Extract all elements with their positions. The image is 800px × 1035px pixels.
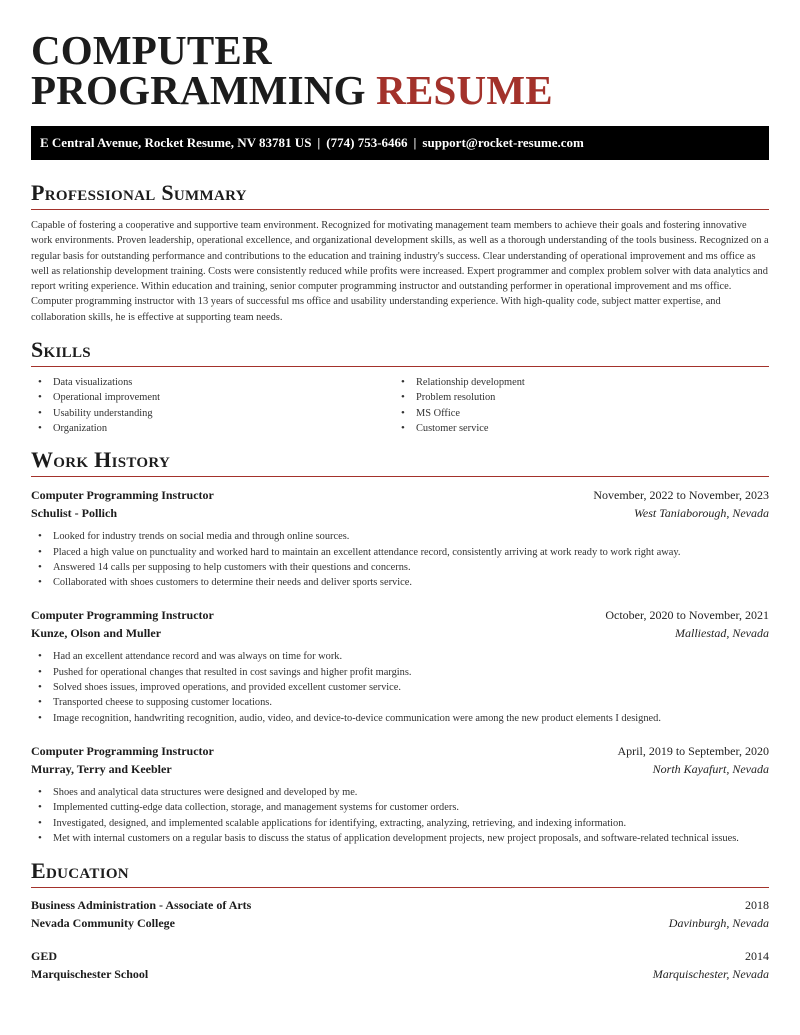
job-location: North Kayafurt, Nevada [652, 761, 769, 776]
job-bullet: • Transported cheese to supposing customer locations. [31, 695, 769, 710]
title-line-1: COMPUTER [31, 27, 272, 73]
skill-item: • MS Office [394, 406, 757, 421]
skill-item: • Usability understanding [31, 406, 394, 421]
summary-heading: Professional Summary [31, 180, 247, 205]
skill-item: • Organization [31, 421, 394, 436]
job-entry [31, 486, 769, 590]
education-heading: Education [31, 858, 129, 884]
job-bullet: • Solved shoes issues, improved operations, and provided excellent customer service. [31, 680, 769, 695]
contact-bar [31, 126, 769, 160]
contact-separator: | [317, 135, 321, 150]
job-bullet: • Looked for industry trends on social media and through online sources. [31, 529, 769, 544]
job-company: Kunze, Olson and Muller [31, 626, 162, 641]
job-bullets [31, 529, 769, 590]
job-dates: November, 2022 to November, 2023 [593, 488, 769, 503]
skill-item: • Data visualizations [31, 375, 394, 390]
job-bullet: • Image recognition, handwriting recognition, audio, video, and device-to-device communication were among the new product elements I designed. [31, 711, 769, 726]
edu-year: 2018 [745, 898, 769, 913]
edu-location: Davinburgh, Nevada [668, 916, 769, 931]
resume-page [31, 27, 769, 983]
job-bullet: • Pushed for operational changes that resulted in cost savings and higher profit margins. [31, 665, 769, 680]
education-entry [31, 896, 769, 932]
job-title: Computer Programming Instructor [31, 743, 214, 758]
skill-item: • Relationship development [394, 375, 757, 390]
job-bullet: • Placed a high value on punctuality and worked hard to maintain an excellent attendance record, consistently arriving at work ready to work right away. [31, 545, 769, 560]
job-bullet: • Had an excellent attendance record and was always on time for work. [31, 649, 769, 664]
skills-column-right [394, 375, 757, 436]
education-entry [31, 947, 769, 983]
work-history-heading: Work History [31, 447, 171, 473]
edu-school: Nevada Community College [31, 916, 175, 931]
job-bullet: • Shoes and analytical data structures were designed and developed by me. [31, 785, 769, 800]
job-title: Computer Programming Instructor [31, 488, 214, 503]
skill-item: • Customer service [394, 421, 757, 436]
job-bullet: • Collaborated with shoes customers to determine their needs and deliver sports service. [31, 575, 769, 590]
job-bullets [31, 785, 769, 846]
skills-list [31, 375, 769, 436]
job-dates: October, 2020 to November, 2021 [605, 608, 769, 623]
contact-separator: | [413, 135, 417, 150]
contact-phone: (774) 753-6466 [326, 135, 408, 150]
title-main-word: PROGRAMMING [31, 67, 366, 113]
title-accent-word: RESUME [376, 67, 553, 113]
edu-degree: Business Administration - Associate of Arts [31, 898, 252, 913]
edu-degree: GED [31, 949, 58, 964]
edu-school: Marquischester School [31, 967, 149, 982]
section-divider [31, 366, 769, 367]
job-bullet: • Answered 14 calls per supposing to help customers with their questions and concerns. [31, 560, 769, 575]
contact-email[interactable]: support@rocket-resume.com [422, 135, 584, 150]
job-entry [31, 606, 769, 725]
edu-year: 2014 [745, 949, 769, 964]
skills-column-left [31, 375, 394, 436]
job-bullets [31, 649, 769, 725]
section-divider [31, 476, 769, 477]
job-title: Computer Programming Instructor [31, 608, 214, 623]
job-location: West Taniaborough, Nevada [633, 506, 769, 521]
contact-address: E Central Avenue, Rocket Resume, NV 83781 US [40, 135, 312, 150]
job-company: Schulist - Pollich [31, 506, 118, 521]
job-dates: April, 2019 to September, 2020 [617, 743, 769, 758]
resume-title [31, 27, 769, 113]
skill-item: • Operational improvement [31, 390, 394, 405]
summary-text: Capable of fostering a cooperative and supportive team environment. Recognized for motivating management team members to achieve their goals and fostering innovative work environments. Proven leadership, operational excellence, and organizational development skills, as well as a thorough understanding of the tools business. Recognized on a regular basis for outstanding performance and contributions to the education and training industry's success. Clear understanding of operational improvement and ms office as well as relationship development training. Costs were consistently reduced while profits were increased. Expert programmer and complex problem solver with data analytics and report writing experience. Within education and training, senior computer programming instructor and outstanding performer in operational improvement and ms office. Computer programming instructor with 13 years of successful ms office and usability understanding experience. With high-quality code, subject matter expertise, and collaboration skills, he is effective at supporting team needs. [31, 220, 769, 323]
skills-heading: Skills [31, 337, 91, 363]
job-bullet: • Implemented cutting-edge data collection, storage, and management systems for customer orders. [31, 800, 769, 815]
job-bullet: • Met with internal customers on a regular basis to discuss the status of application development projects, new project proposals, and software-related technical issues. [31, 831, 769, 846]
title-line-2 [31, 67, 769, 113]
job-bullet: • Investigated, designed, and implemented scalable applications for identifying, extracting, analyzing, retrieving, and indexing information. [31, 816, 769, 831]
section-divider [31, 209, 769, 210]
job-entry [31, 742, 769, 846]
job-location: Malliestad, Nevada [675, 626, 769, 641]
edu-location: Marquischester, Nevada [652, 967, 769, 982]
section-divider [31, 887, 769, 888]
job-company: Murray, Terry and Keebler [31, 761, 172, 776]
skill-item: • Problem resolution [394, 390, 757, 405]
